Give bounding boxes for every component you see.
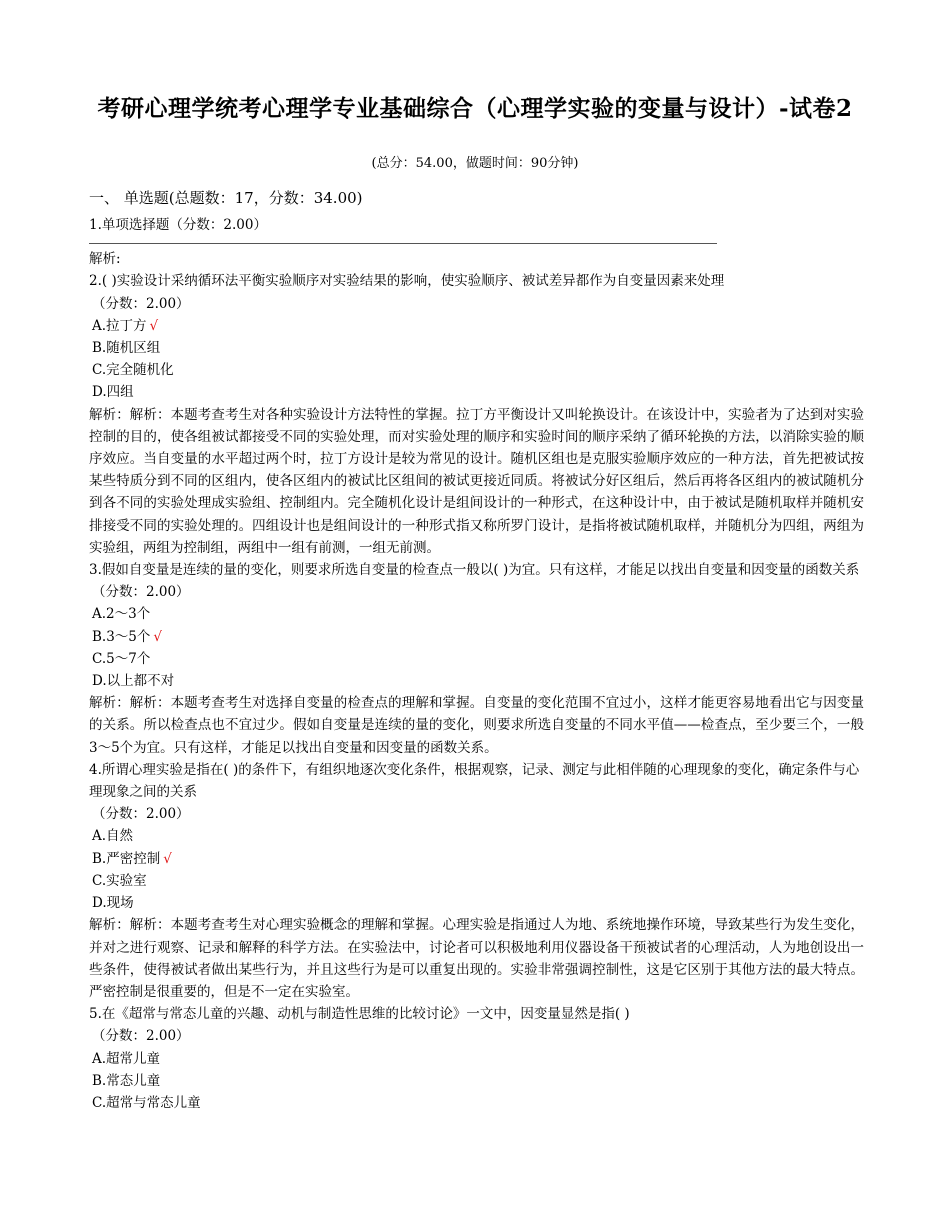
question-stem: 3.假如自变量是连续的量的变化，则要求所选自变量的检查点一般以( )为宜。只有这样，才能足以找出自变量和因变量的函数关系 bbox=[89, 562, 860, 579]
question-3 bbox=[89, 559, 864, 759]
question-score: （分数：2.00） bbox=[92, 295, 190, 312]
question-score: （分数：2.00） bbox=[92, 806, 190, 823]
option-a[interactable] bbox=[89, 315, 864, 337]
option-b[interactable] bbox=[89, 1070, 864, 1092]
option-d[interactable] bbox=[89, 381, 864, 403]
question-1-analysis-label: 解析: bbox=[89, 251, 121, 268]
option-d[interactable] bbox=[89, 670, 864, 692]
option-b[interactable] bbox=[89, 848, 864, 870]
option-label: A.2～3个 bbox=[92, 606, 151, 623]
document-title: 考研心理学统考心理学专业基础综合（心理学实验的变量与设计）-试卷2 bbox=[97, 95, 853, 122]
question-4 bbox=[89, 759, 864, 1003]
option-label: A.自然 bbox=[92, 828, 134, 845]
option-c[interactable] bbox=[89, 870, 864, 892]
question-analysis: 解析：解析：本题考查考生对心理实验概念的理解和掌握。心理实验是指通过人为地、系统地操作环境，导致某些行为发生变化，并对之进行观察、记录和解释的科学方法。在实验法中，讨论者可以积极地利用仪器设备干预被试者的心理活动，人为地创设出一些条件，使得被试者做出某些行为，并且这些行为是可以重复出现的。实验非常强调控制性，这是它区别于其他方法的最大特点。严密控制是很重要的，但是不一定在实验室。 bbox=[89, 917, 864, 1000]
option-label: C.实验室 bbox=[92, 872, 147, 889]
option-label: A.超常儿童 bbox=[92, 1050, 161, 1067]
document-subtitle: (总分：54.00，做题时间：90分钟) bbox=[371, 156, 579, 171]
question-2 bbox=[89, 270, 864, 559]
option-label: D.以上都不对 bbox=[92, 673, 175, 690]
correct-check-icon: √ bbox=[163, 850, 172, 867]
answer-line bbox=[89, 243, 717, 244]
option-label: C.完全随机化 bbox=[92, 362, 174, 379]
question-1 bbox=[89, 214, 864, 270]
option-c[interactable] bbox=[89, 648, 864, 670]
option-b[interactable] bbox=[89, 337, 864, 359]
question-analysis: 解析：解析：本题考查考生对选择自变量的检查点的理解和掌握。自变量的变化范围不宜过小，这样才能更容易地看出它与因变量的关系。所以检查点也不宜过少。假如自变量是连续的量的变化，则要求所选自变量的不同水平值——检查点，至少要三个，一般3～5个为宜。只有这样，才能足以找出自变量和因变量的函数关系。 bbox=[89, 695, 864, 756]
option-label: B.3～5个 bbox=[92, 628, 151, 645]
correct-check-icon: √ bbox=[153, 628, 162, 645]
option-a[interactable] bbox=[89, 825, 864, 847]
option-label: B.随机区组 bbox=[92, 340, 161, 357]
question-1-text: 1.单项选择题（分数：2.00） bbox=[89, 217, 267, 233]
option-label: A.拉丁方 bbox=[92, 317, 147, 334]
option-label: B.常态儿童 bbox=[92, 1072, 161, 1089]
option-a[interactable] bbox=[89, 1048, 864, 1070]
option-label: C.超常与常态儿童 bbox=[92, 1094, 201, 1111]
option-label: D.四组 bbox=[92, 384, 134, 401]
option-c[interactable] bbox=[89, 359, 864, 381]
correct-check-icon: √ bbox=[149, 317, 159, 334]
document-content bbox=[89, 186, 864, 1114]
question-analysis: 解析：解析：本题考查考生对各种实验设计方法特性的掌握。拉丁方平衡设计又叫轮换设计。在该设计中，实验者为了达到对实验控制的目的，使各组被试都接受不同的实验处理，而对实验处理的顺序和实验时间的顺序采纳了循环轮换的方法，以消除实验的顺序效应。当自变量的水平超过两个时，拉丁方设计是较为常见的设计。随机区组也是克服实验顺序效应的一种方法，首先把被试按某些特质分到不同的区组内，使各区组内的被试比区组间的被试更接近同质。将被试分好区组后，然后再将各区组内的被试随机分到各不同的实验处理成实验组、控制组内。完全随机化设计是组间设计的一种形式，在这种设计中，由于被试是随机取样并随机安排接受不同的实验处理的。四组设计也是组间设计的一种形式指又称所罗门设计，是指将被试随机取样，并随机分为四组，两组为实验组，两组为控制组，两组中一组有前测，一组无前测。 bbox=[89, 406, 864, 556]
option-c[interactable] bbox=[89, 1092, 864, 1114]
section-title: 一、 单选题(总题数：17，分数：34.00) bbox=[89, 189, 363, 207]
question-score: （分数：2.00） bbox=[92, 584, 190, 601]
question-stem: 4.所谓心理实验是指在( )的条件下，有组织地逐次变化条件，根据观察，记录、测定与此相伴随的心理现象的变化，确定条件与心理现象之间的关系 bbox=[89, 761, 860, 801]
question-stem: 5.在《超常与常态儿童的兴趣、动机与制造性思维的比较讨论》一文中，因变量显然是指( ) bbox=[89, 1006, 630, 1023]
option-d[interactable] bbox=[89, 892, 864, 914]
question-stem: 2.( )实验设计采纳循环法平衡实验顺序对实验结果的影响，使实验顺序、被试差异都作为自变量因素来处理 bbox=[89, 273, 725, 290]
option-b[interactable] bbox=[89, 626, 864, 648]
option-label: D.现场 bbox=[92, 895, 134, 912]
option-label: B.严密控制 bbox=[92, 850, 161, 867]
question-score: （分数：2.00） bbox=[92, 1028, 190, 1045]
option-label: C.5～7个 bbox=[92, 650, 151, 667]
question-5 bbox=[89, 1003, 864, 1114]
option-a[interactable] bbox=[89, 603, 864, 625]
